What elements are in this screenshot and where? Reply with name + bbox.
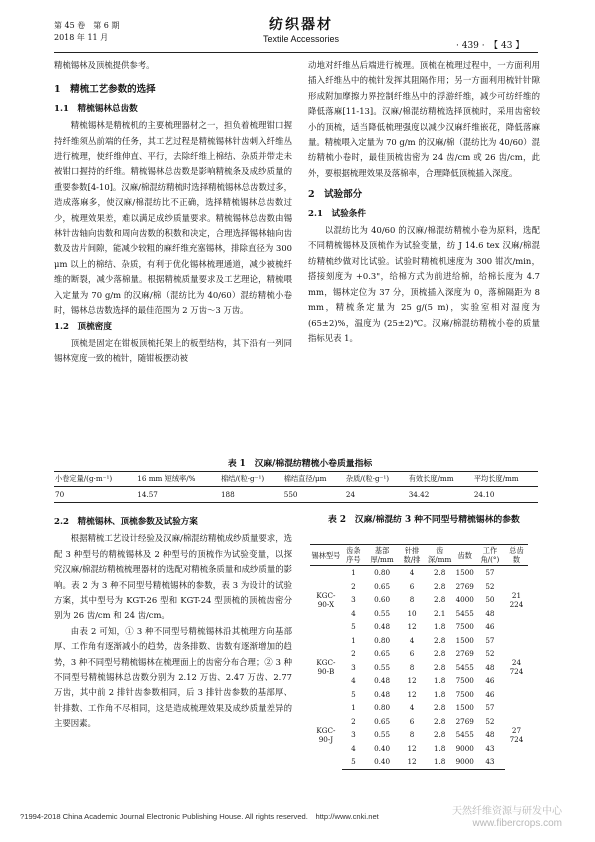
table-cell: 46: [485, 622, 495, 632]
table-cell: 2.8: [433, 662, 446, 672]
table-row: [310, 715, 528, 729]
table-cell: 48: [485, 730, 495, 740]
table-cell: 3: [351, 595, 356, 605]
table-row: [310, 674, 528, 688]
total-teeth-cell: 27 724: [509, 726, 524, 744]
table-header-cell: 棉结直径/μm: [283, 472, 345, 487]
section-2-1-heading: 2.1 试验条件: [308, 208, 366, 219]
table-cell: 12: [407, 689, 417, 699]
table-header-cell: 平均长度/mm: [473, 472, 538, 487]
table-cell: 1500: [455, 635, 474, 645]
cylinder-model-cell: KGC-90-X: [316, 590, 336, 609]
journal-english-title: Textile Accessories: [262, 34, 340, 44]
table-header-cell: 总齿数: [505, 545, 528, 566]
table-header-cell: 工作角/(°): [475, 545, 505, 566]
paragraph-top-comb: 顶梳是固定在钳板顶梳托架上的板型结构，其下沿有一列同锡林宽度一致的梳针，随钳板摆动被: [54, 337, 292, 364]
table-cell: 48: [485, 608, 495, 618]
paragraph-test-conditions: 以混纺比为 40/60 的汉麻/棉混纺精梳小卷为原料，选配不同精梳锡林及顶梳作为试验变量，纺 J 14.6 tex 汉麻/棉混纺精梳纱做对比试验。试验时精梳机速度为 300 钳次/min，搭接刻度为 +0.3"，给棉方式为前进给棉，给棉长度为 4.7 mm，锡林定位为 37 分，顶梳插入深度为 0，落棉隔距为 8 mm，精梳条定量为 25 g/(5 m)，实验室相对湿度为 (65±2)%，温度为 (25±2)℃。汉麻/棉混纺精梳小卷的质量指标见表 1。: [308, 225, 540, 343]
table-row: [310, 566, 528, 580]
total-teeth-cell: 24 724: [509, 658, 524, 677]
table-cell: 3: [351, 662, 356, 672]
copyright-footer: ?1994-2018 China Academic Journal Electronic Publishing House. All rights reserved. http://www.cnki.net: [20, 812, 379, 821]
table-cell: 9000: [455, 743, 474, 753]
table-cell: 2: [351, 581, 356, 591]
table-cell: 4: [409, 568, 415, 578]
table-cell: 0.48: [374, 622, 391, 632]
table-header-cell: 齿深/mm: [425, 545, 455, 566]
table-cell: 2: [351, 649, 356, 659]
journal-masthead: [226, 14, 376, 44]
table-cell: 1.8: [425, 755, 455, 769]
table-cell: 1: [351, 703, 356, 713]
table-header-cell: 针排数/排: [399, 545, 424, 566]
table-cell: 2769: [455, 716, 474, 726]
table-cell: 50: [485, 595, 495, 605]
table-cell: 5: [351, 689, 356, 699]
table-row: [310, 580, 528, 594]
table-cell: 6: [409, 581, 415, 591]
table-row: [310, 728, 528, 742]
table-cell: 5: [342, 755, 365, 769]
table-cell: 46: [485, 676, 495, 686]
watermark-url: www.fibercrops.com: [472, 818, 562, 829]
table-cell: 0.48: [374, 676, 391, 686]
table-cell: 0.55: [374, 608, 391, 618]
table-cell: 4: [409, 635, 415, 645]
section-2-heading: 2 试验部分: [308, 189, 363, 201]
table-cell: 52: [485, 649, 495, 659]
table-cell: 0.65: [374, 649, 391, 659]
table-cell: 2.8: [433, 649, 446, 659]
table-cell: 2.8: [433, 568, 446, 578]
table-cell: 0.55: [374, 730, 391, 740]
table-cell: 4: [351, 676, 356, 686]
section-2-2-heading: 2.2 精梳锡林、顶梳参数及试验方案: [54, 517, 198, 527]
intro-text: 精梳锡林及顶梳提供参考。: [54, 60, 155, 70]
table-cell: 43: [475, 755, 505, 769]
table-cell: 10: [407, 608, 417, 618]
total-teeth-cell: 21 224: [509, 590, 524, 609]
table-cell: 0.40: [365, 755, 399, 769]
table-cell: 0.65: [374, 716, 391, 726]
table-cell: 1.8: [433, 676, 446, 686]
table-header-cell: 有效长度/mm: [408, 472, 473, 487]
table-row: [54, 487, 538, 503]
table-row: [310, 742, 528, 756]
table-cell: 52: [485, 716, 495, 726]
table-row: [310, 634, 528, 648]
table-cell: 12: [407, 676, 417, 686]
table-cell: 0.60: [374, 595, 391, 605]
table-cell: 2.8: [433, 730, 446, 740]
table-cell: 12: [407, 743, 417, 753]
table-cell: 2.1: [433, 608, 446, 618]
table-cell: 5455: [455, 608, 474, 618]
table-cell: 48: [485, 662, 495, 672]
table-cell: 4: [409, 703, 415, 713]
table-cell: 8: [409, 662, 415, 672]
paragraph-table2-analysis: 由表 2 可知，① 3 种不同型号精梳锡林沿其梳理方向基部厚、工作角有逐渐减小的趋势，齿条排数、齿数有逐渐增加的趋势，3 种不同型号精梳锡林在梳理面上的齿密分布合理；② 3 种不同型号精梳锡林总齿数分别为 2.12 万齿、2.47 万齿、2.77 万齿，其中前 2 排针齿参数相同，后 3 排针齿参数的基部厚、针排数、工作角不尽相同，这是造成梳理效果及成纱质量差异的主要因素。: [54, 625, 292, 729]
table-header-row: [310, 545, 528, 566]
table-cell: 1: [351, 568, 356, 578]
table-cell: 57: [485, 703, 495, 713]
table-header-cell: 16 mm 短绒率/%: [136, 472, 220, 487]
table-cell: 2769: [455, 581, 474, 591]
watermark-cn: 天然纤维资源与研发中心: [452, 806, 562, 817]
table-cell: 8: [409, 595, 415, 605]
table-cell: 57: [485, 635, 495, 645]
table-cell: 7500: [455, 689, 474, 699]
table-row: [310, 620, 528, 634]
table-cell: 46: [485, 689, 495, 699]
table-cell: 57: [485, 568, 495, 578]
table-cell: 2769: [455, 649, 474, 659]
section-1-heading: 1 精梳工艺参数的选择: [54, 84, 156, 96]
table-cell: 2.8: [433, 716, 446, 726]
table-1: [54, 471, 538, 503]
table-row: [310, 593, 528, 607]
table-cell: 1.8: [433, 743, 446, 753]
table-cell: 0.48: [374, 689, 391, 699]
table-header-cell: 齿条序号: [342, 545, 365, 566]
table-row: [310, 755, 528, 769]
table-2-caption: 表 2 汉麻/棉混纺 3 种不同型号精梳锡林的参数: [328, 515, 520, 525]
section-1-2-heading: 1.2 顶梳密度: [54, 321, 112, 332]
table-1-caption: 表 1 汉麻/棉混纺精梳小卷质量指标: [227, 459, 373, 469]
table-cell: 24.10: [473, 487, 538, 503]
table-cell: 1500: [455, 568, 474, 578]
table-cell: 12: [407, 622, 417, 632]
table-cell: 0.40: [374, 743, 391, 753]
table-cell: 4: [351, 743, 356, 753]
table-cell: 8: [409, 730, 415, 740]
section-1-1-heading: 1.1 精梳锡林总齿数: [54, 103, 138, 114]
table-cell: 34.42: [408, 487, 473, 503]
table-cell: 0.80: [374, 703, 391, 713]
table-header-cell: 齿数: [455, 545, 475, 566]
paragraph-top-comb-cont: 动地对纤维丛后端进行梳理。顶梳在梳理过程中，一方面利用插入纤维丛中的梳针发挥其阻隔作用；另一方面利用梳针针隙形成附加摩擦力界控制纤维丛中的浮游纤维，减少可纺纤维的降低落麻[11-13]。汉麻/棉混纺精梳选择顶梳时，采用齿密较小的顶梳，适当降低梳理强度以减少汉麻纤维嵌花，降低落麻量。精梳喂入定量为 70 g/m 的汉麻/棉（混纺比为 40/60）混纺精梳小卷时，最佳顶梳齿密为 24 齿/cm 或 26 齿/cm，此外，要根据梳理效果及落棉率，合理降低顶梳插入深度。: [308, 60, 540, 178]
paragraph-cylinder: 精梳锡林是精梳机的主要梳理器材之一，担负着梳理钳口握持纤维须丛前端的任务，其工艺过程是精梳锡林针齿刺入纤维丛进行梳理，使纤维伸直、平行，去除纤维上棉结、杂质并带走未被钳口握持的纤维。精梳锡林总齿数是影响精梳条及成纱质量的重要参数[4-10]。汉麻/棉混纺精梳时选择精梳锡林总齿数过多，造成落麻多，使汉麻/棉混纺比不正确，选择精梳锡林总齿数过少，梳理效果差，难以满足成纱质量要求。精梳锡林总齿数由锡林针齿轴向齿数和周向齿数的积数和决定，合理选择锡林轴向齿数及齿片间隙，能减少较粗的麻纤维充塞锡林，排除直径为 300 μm 以上的棉结、杂质，有利于优化锡林梳理通道，减少被梳纤维的断裂，减少落棉量。根据精梳质量要求及工艺理论，精梳喂入定量为 70 g/m 的汉麻/棉（混纺比为 40/60）混纺精梳小卷时，锡林总齿数选择的最佳范围为 2 万齿～3 万齿。: [54, 120, 292, 316]
watermark: [452, 806, 562, 830]
table-row: [310, 701, 528, 715]
table-cell: 5455: [455, 730, 474, 740]
table-cell: 2: [351, 716, 356, 726]
table-cell: 0.80: [374, 635, 391, 645]
volume-line: 第 45 卷 第 6 期: [54, 21, 120, 30]
table-row: [310, 661, 528, 675]
table-row: [310, 647, 528, 661]
table-cell: 24: [345, 487, 408, 503]
table-cell: 70: [54, 487, 136, 503]
table-cell: 4: [351, 608, 356, 618]
cylinder-model-cell: KGC-90-B: [316, 658, 336, 677]
table-row: [310, 607, 528, 621]
table-cell: 43: [485, 743, 495, 753]
table-row: [310, 688, 528, 702]
date-line: 2018 年 11 月: [54, 33, 109, 42]
table-cell: 2.8: [433, 581, 446, 591]
table-cell: 52: [485, 581, 495, 591]
table-cell: 3: [351, 730, 356, 740]
table-header-cell: 棉结/(粒·g⁻¹): [220, 472, 283, 487]
table-cell: 7500: [455, 622, 474, 632]
left-column-upper: [54, 58, 292, 367]
table-cell: 1500: [455, 703, 474, 713]
table-cell: 188: [220, 487, 283, 503]
journal-logo: 纺织器材: [269, 17, 333, 33]
table-2: [310, 544, 528, 770]
issue-info: [54, 20, 119, 44]
table-cell: 2.8: [433, 703, 446, 713]
table-cell: 1.8: [433, 689, 446, 699]
paragraph-test-scheme: 根据精梳工艺设计经验及汉麻/棉混纺精梳成纱质量要求，选配 3 种型号的精梳锡林及 2 种型号的顶梳作为试验变量，以探究汉麻/棉混纺精梳梳理器材的选配对精梳条质量和成纱质量的影响。表 2 为 3 种不同型号精梳锡林的参数，表 3 为设计的试验方案，其中型号为 KGT-26 型和 KGT-24 型顶梳的顶梳齿密分别为 26 齿/cm 和 24 齿/cm。: [54, 533, 292, 621]
header-rule: [54, 52, 538, 53]
table-cell: 12: [399, 755, 424, 769]
table-cell: 6: [409, 716, 415, 726]
table-cell: 0.80: [374, 568, 391, 578]
table-cell: 6: [409, 649, 415, 659]
cylinder-model-cell: KGC-90-J: [316, 726, 336, 744]
table-header-cell: 锡林型号: [310, 545, 342, 566]
table-cell: 550: [283, 487, 345, 503]
table-cell: 0.55: [374, 662, 391, 672]
table-cell: 4000: [455, 595, 474, 605]
table-header-row: [54, 472, 538, 487]
table-cell: 5455: [455, 662, 474, 672]
table-header-cell: 基部厚/mm: [365, 545, 399, 566]
table-cell: 5: [351, 622, 356, 632]
table-cell: 0.65: [374, 581, 391, 591]
table-cell: 2.8: [433, 595, 446, 605]
table-cell: 9000: [455, 755, 475, 769]
table-cell: 1.8: [433, 622, 446, 632]
page-number: · 439 · 【 43 】: [456, 41, 525, 51]
table-cell: 1: [351, 635, 356, 645]
table-header-cell: 小卷定量/(g·m⁻¹): [54, 472, 136, 487]
table-cell: 14.57: [136, 487, 220, 503]
table-header-cell: 杂质/(粒·g⁻¹): [345, 472, 408, 487]
table-cell: 2.8: [433, 635, 446, 645]
right-column-upper: [308, 58, 540, 346]
table-cell: 7500: [455, 676, 474, 686]
left-column-lower: [54, 514, 292, 732]
